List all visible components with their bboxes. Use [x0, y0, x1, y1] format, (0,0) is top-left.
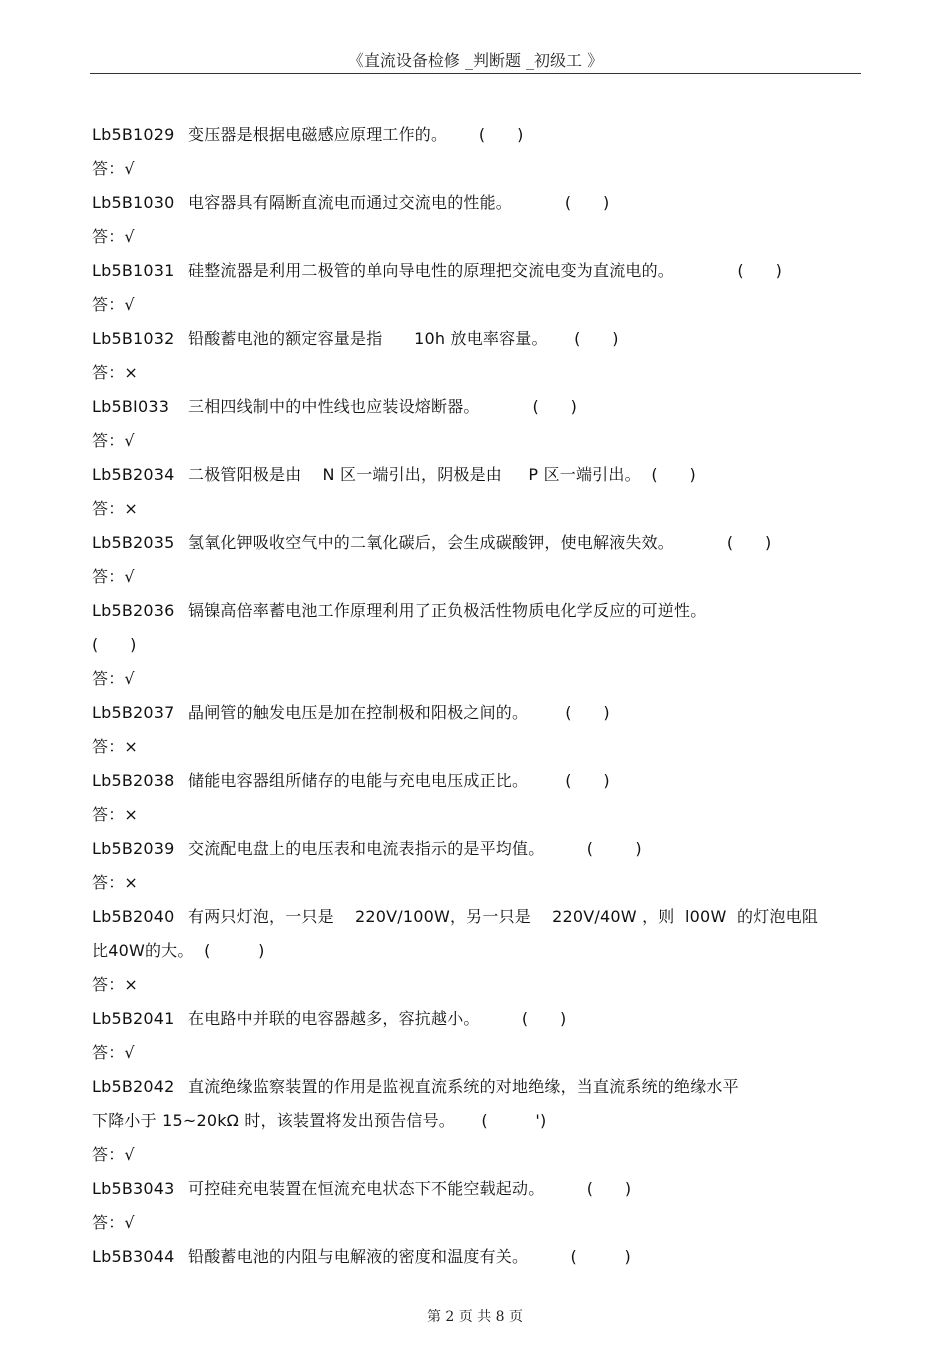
question-code: Lb5B2038 — [92, 771, 175, 790]
question-list — [92, 118, 862, 1274]
question-code: Lb5B2040 — [92, 907, 175, 926]
question-code: Lb5B2035 — [92, 533, 175, 552]
question-line — [92, 118, 862, 152]
question-code: Lb5B3044 — [92, 1247, 175, 1266]
question-text: 镉镍高倍率蓄电池工作原理利用了正负极活性物质电化学反应的可逆性。 — [188, 601, 707, 620]
answer-line: 答：√ — [92, 1043, 135, 1062]
answer-line: 答：√ — [92, 295, 135, 314]
question-line — [92, 322, 862, 356]
answer-line: 答：√ — [92, 227, 135, 246]
question-code: Lb5B1029 — [92, 125, 175, 144]
question-text: 铅酸蓄电池的额定容量是指 10h 放电率容量。 ( ) — [188, 329, 619, 348]
question-text: 氢氧化钾吸收空气中的二氧化碳后，会生成碳酸钾，使电解液失效。 ( ) — [188, 533, 772, 552]
answer-line: 答：× — [92, 363, 139, 382]
question-code: Lb5B2034 — [92, 465, 175, 484]
header-divider — [90, 73, 861, 74]
answer-line: 答：√ — [92, 567, 135, 586]
question-text: 二极管阳极是由 N 区一端引出，阴极是由 P 区一端引出。 ( ) — [188, 465, 696, 484]
question-line — [92, 186, 862, 220]
question-text: 三相四线制中的中性线也应装设熔断器。 ( ) — [188, 397, 578, 416]
question-code: Lb5B2037 — [92, 703, 175, 722]
question-line — [92, 594, 862, 628]
answer-line: 答：√ — [92, 1213, 135, 1232]
question-line — [92, 1172, 862, 1206]
answer-line: 答：× — [92, 805, 139, 824]
answer-line: 答：× — [92, 499, 139, 518]
question-continuation: ( ) — [92, 635, 137, 654]
answer-line: 答：× — [92, 737, 139, 756]
question-text: 储能电容器组所储存的电能与充电电压成正比。 ( ) — [188, 771, 610, 790]
question-text: 交流配电盘上的电压表和电流表指示的是平均值。 ( ) — [188, 839, 642, 858]
question-line — [92, 764, 862, 798]
question-line — [92, 1070, 862, 1104]
answer-line: 答：× — [92, 975, 139, 994]
question-code: Lb5B2036 — [92, 601, 175, 620]
question-code: Lb5B1030 — [92, 193, 175, 212]
question-code: Lb5B1032 — [92, 329, 175, 348]
question-code: Lb5B2042 — [92, 1077, 175, 1096]
question-line — [92, 900, 862, 934]
answer-line: 答：× — [92, 873, 139, 892]
question-line — [92, 1002, 862, 1036]
question-text: 有两只灯泡，一只是 220V/100W，另一只是 220V/40W ，则 l00W 的灯泡电阻 — [188, 907, 819, 926]
question-line — [92, 696, 862, 730]
question-line — [92, 458, 862, 492]
question-line — [92, 390, 862, 424]
question-line — [92, 254, 862, 288]
question-code: Lb5BI033 — [92, 397, 170, 416]
answer-line: 答：√ — [92, 1145, 135, 1164]
question-text: 可控硅充电装置在恒流充电状态下不能空载起动。 ( ) — [188, 1179, 632, 1198]
question-continuation: 比40W的大。 ( ) — [92, 941, 265, 960]
question-text: 在电路中并联的电容器越多，容抗越小。 ( ) — [188, 1009, 567, 1028]
question-continuation: 下降小于 15~20kΩ 时，该装置将发出预告信号。 ( ') — [92, 1111, 547, 1130]
page-number: 第 2 页 共 8 页 — [426, 1309, 524, 1325]
question-code: Lb5B1031 — [92, 261, 175, 280]
question-text: 电容器具有隔断直流电而通过交流电的性能。 ( ) — [188, 193, 610, 212]
question-code: Lb5B3043 — [92, 1179, 175, 1198]
answer-line: 答：√ — [92, 669, 135, 688]
question-text: 铅酸蓄电池的内阻与电解液的密度和温度有关。 ( ) — [188, 1247, 631, 1266]
page-header-title: 《直流设备检修 _判断题 _初级工 》 — [347, 51, 604, 70]
question-code: Lb5B2041 — [92, 1009, 175, 1028]
answer-line: 答：√ — [92, 431, 135, 450]
answer-line: 答：√ — [92, 159, 135, 178]
question-code: Lb5B2039 — [92, 839, 175, 858]
question-text: 直流绝缘监察装置的作用是监视直流系统的对地绝缘，当直流系统的绝缘水平 — [188, 1077, 739, 1096]
question-text: 变压器是根据电磁感应原理工作的。 ( ) — [188, 125, 524, 144]
question-line — [92, 1240, 862, 1274]
question-text: 晶闸管的触发电压是加在控制极和阳极之间的。 ( ) — [188, 703, 610, 722]
question-text: 硅整流器是利用二极管的单向导电性的原理把交流电变为直流电的。 ( ) — [188, 261, 783, 280]
question-line — [92, 832, 862, 866]
question-line — [92, 526, 862, 560]
